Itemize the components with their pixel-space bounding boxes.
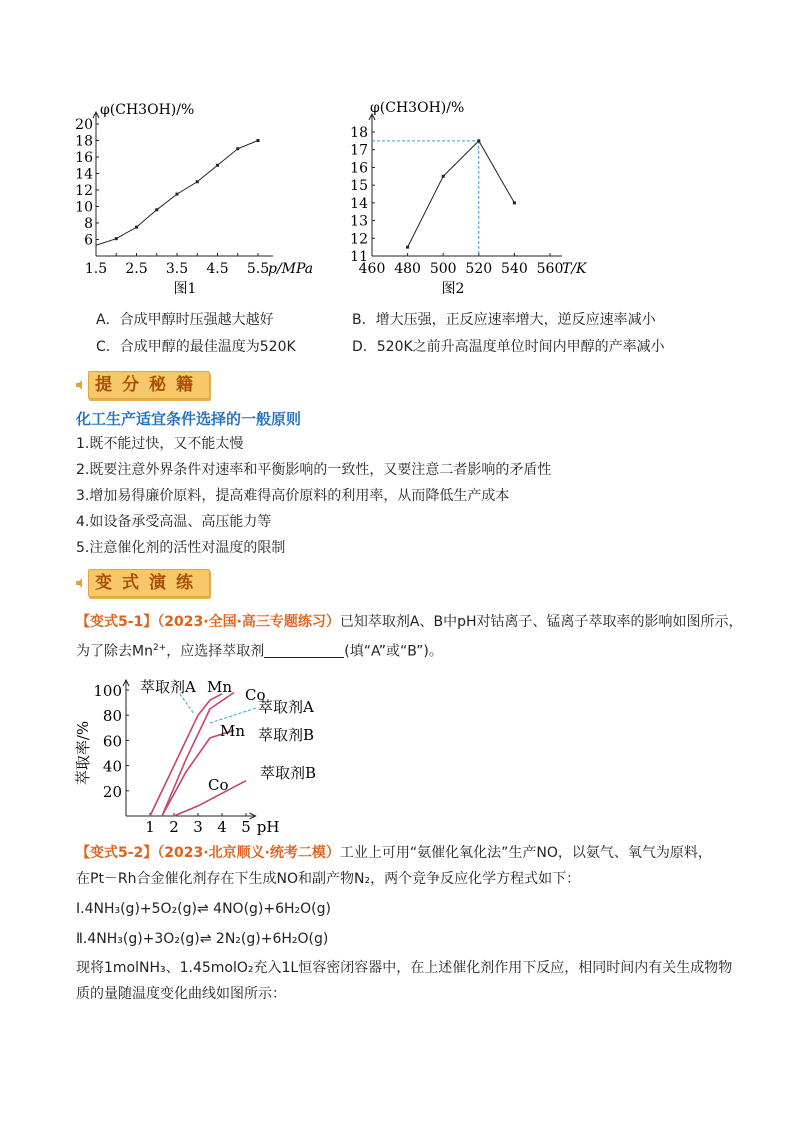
option-b: B．增大压强，正反应速率增大，逆反应速率减小: [352, 312, 656, 328]
question-text: 质的量随温度变化曲线如图所示：: [76, 986, 286, 1002]
question-tag: 【变式5-2】: [76, 845, 158, 861]
y-tick-label: 6: [84, 232, 93, 249]
question-text: ，应选择萃取剂: [166, 643, 265, 660]
y-tick-label: 8: [84, 216, 93, 232]
y-tick-label: 60: [102, 732, 122, 751]
banner-practice-label: 变式演练: [88, 569, 210, 597]
chart-caption: 图1: [173, 281, 197, 297]
question-source: （2023·北京顺义·统考二模）: [157, 845, 340, 861]
x-axis-label: T/K: [562, 261, 587, 277]
equation-2: Ⅱ.4NH₃(g)+3O₂(g)⇌ 2N₂(g)+6H₂O(g): [76, 931, 329, 947]
option-c: C．合成甲醇的最佳温度为520K: [96, 339, 296, 355]
annotation-label: Mn: [207, 678, 233, 696]
speaker-icon: [76, 380, 86, 390]
principles-title: 化工生产适宜条件选择的一般原则: [76, 410, 302, 428]
y-tick-label: 18: [75, 133, 93, 150]
principle-item: 3.增加易得廉价原料，提高难得高价原料的利用率，从而降低生产成本: [76, 488, 510, 504]
question-tag: 【变式5-1】: [76, 614, 158, 630]
banner-practice: [76, 568, 210, 598]
question-text: 为了除去Mn: [76, 643, 153, 660]
chart-3-extraction: [70, 668, 360, 836]
y-axis-label: φ(CH3OH)/%: [100, 102, 195, 118]
data-point: [176, 193, 179, 196]
answer-blank[interactable]: [264, 643, 344, 658]
y-tick-label: 12: [350, 231, 368, 248]
x-tick-label: 540: [501, 261, 528, 277]
principle-item: 5.注意催化剂的活性对温度的限制: [76, 540, 286, 556]
x-tick-label: 3.5: [165, 261, 189, 277]
y-tick-label: 100: [93, 682, 122, 700]
y-tick-label: 11: [350, 249, 368, 265]
data-point: [236, 147, 239, 150]
question-source: （2023·全国·高三专题练习）: [157, 614, 340, 630]
annotation-label: 萃取剂A: [258, 698, 314, 716]
data-point: [513, 201, 516, 204]
speaker-icon: [76, 578, 86, 588]
x-tick-label: 4: [217, 818, 227, 836]
y-tick-label: 13: [350, 213, 368, 230]
x-tick-label: 460: [358, 261, 386, 277]
data-point: [406, 246, 409, 249]
y-tick-label: 16: [350, 160, 368, 177]
data-point: [257, 139, 260, 142]
y-tick-label: 20: [75, 117, 93, 133]
y-tick-label: 10: [75, 199, 93, 216]
x-tick-label: 1: [145, 818, 155, 836]
question-text: 在Pt－Rh合金催化剂存在下生成NO和副产物N₂，两个竞争反应化学方程式如下：: [76, 871, 581, 887]
series-curve: [162, 730, 234, 816]
option-a: A．合成甲醇时压强越大越好: [96, 312, 274, 328]
banner-tips-label: 提分秘籍: [88, 371, 210, 399]
data-point: [216, 164, 219, 167]
y-tick-label: 16: [75, 150, 93, 166]
question-5-1-line-1: [76, 612, 743, 632]
x-tick-label: 5.5: [246, 261, 270, 277]
annotation-label: 萃取剂A: [140, 678, 196, 696]
banner-tips: [76, 370, 210, 400]
leader-line: [210, 708, 256, 723]
data-point: [115, 237, 118, 240]
x-tick-label: 500: [429, 261, 457, 277]
x-tick-label: 2: [169, 818, 179, 836]
y-axis-label: 萃取率/%: [74, 720, 92, 786]
data-point: [196, 180, 199, 183]
y-tick-label: 20: [102, 782, 122, 801]
data-point: [442, 175, 445, 178]
principle-item: 4.如设备承受高温、高压能力等: [76, 514, 272, 530]
chart-1-pressure: [75, 96, 330, 301]
y-tick-label: 18: [350, 125, 368, 141]
leader-line: [180, 694, 194, 714]
x-tick-label: 520: [465, 261, 493, 277]
chart-caption: 图2: [441, 281, 465, 297]
x-tick-label: 4.5: [206, 261, 229, 277]
y-tick-label: 12: [75, 183, 93, 199]
x-axis-label: pH: [256, 818, 280, 836]
x-tick-label: 5: [241, 818, 251, 836]
series-line: [408, 141, 515, 247]
x-axis-label: p/MPa: [268, 261, 314, 277]
principle-item: 2.既要注意外界条件对速率和平衡影响的一致性，又要注意二者影响的矛盾性: [76, 462, 552, 478]
annotation-label: Co: [245, 686, 266, 704]
y-tick-label: 17: [350, 142, 368, 159]
ion-charge: 2+: [152, 643, 167, 653]
x-tick-label: 2.5: [125, 261, 148, 277]
annotation-label: Co: [208, 776, 229, 794]
y-tick-label: 40: [102, 757, 122, 776]
x-tick-label: 1.5: [84, 261, 108, 277]
data-point: [135, 226, 138, 229]
y-tick-label: 14: [350, 195, 368, 212]
equation-1: Ⅰ.4NH₃(g)+5O₂(g)⇌ 4NO(g)+6H₂O(g): [76, 901, 331, 917]
option-d: D．520K之前升高温度单位时间内甲醇的产率减小: [352, 339, 665, 355]
question-text: 现将1molNH₃、1.45molO₂充入1L恒容密闭容器中，在上述催化剂作用下反应，相同时间内有关生成物物: [76, 960, 733, 976]
question-text: (填“A”或“B”)。: [344, 643, 443, 660]
series-curve: [150, 694, 222, 816]
x-tick-label: 560: [536, 261, 564, 277]
y-tick-label: 15: [350, 178, 368, 195]
chart-2-temperature: [340, 96, 600, 301]
x-tick-label: 3: [193, 818, 203, 836]
y-axis-label: φ(CH3OH)/%: [370, 100, 465, 116]
y-tick-label: 80: [102, 707, 122, 726]
y-tick-label: 14: [75, 166, 93, 183]
question-5-2-line-1: [76, 843, 712, 863]
annotation-label: Mn: [220, 722, 246, 740]
question-text: 工业上可用“氨催化氧化法”生产NO，以氨气、氧气为原料，: [339, 845, 712, 861]
annotation-label: 萃取剂B: [260, 764, 317, 782]
question-text: 已知萃取剂A、B中pH对钴离子、锰离子萃取率的影响如图所示，: [339, 614, 743, 630]
principle-item: 1.既不能过快，又不能太慢: [76, 436, 244, 452]
x-tick-label: 480: [394, 261, 421, 277]
annotation-label: 萃取剂B: [258, 726, 315, 744]
data-point: [477, 139, 480, 142]
data-point: [155, 208, 158, 211]
question-5-1-line-2: [76, 638, 443, 662]
